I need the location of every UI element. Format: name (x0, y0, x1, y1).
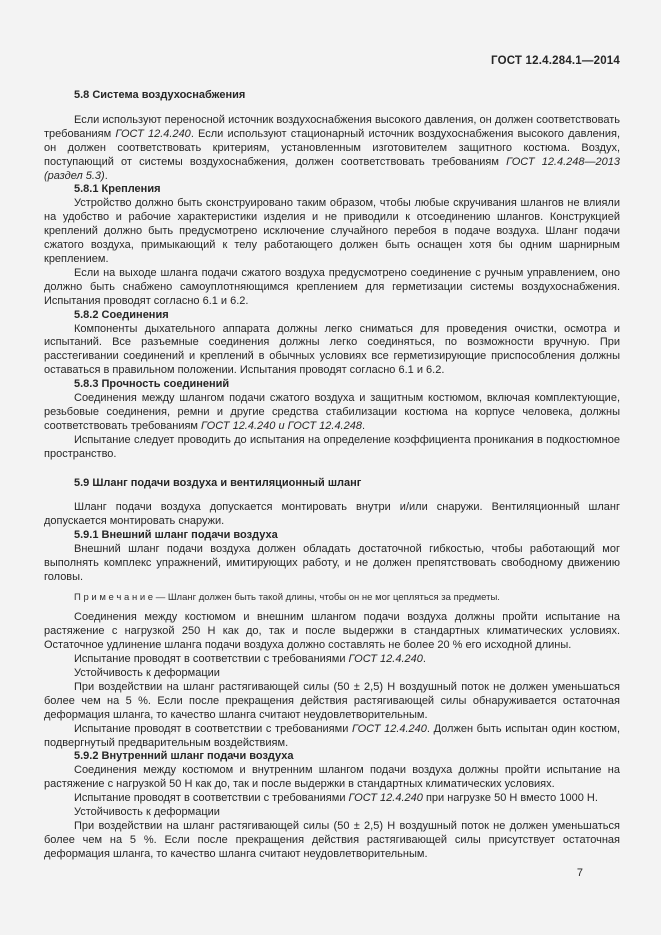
text-run: Устойчивость к деформации (74, 806, 220, 819)
referenced-standard: ГОСТ 12.4.240 (348, 792, 423, 805)
subsection-heading (44, 309, 620, 323)
paragraph (44, 501, 620, 529)
text-run: Устойчивость к деформации (74, 667, 220, 680)
text-run: . (104, 169, 108, 182)
paragraph (44, 681, 620, 723)
subsection-heading (44, 750, 620, 764)
referenced-standard: ГОСТ 12.4.248—2013 (раздел 5.3) (44, 155, 620, 182)
text-run: 5.8.1 Крепления (74, 183, 161, 196)
referenced-standard: ГОСТ 12.4.240 (351, 722, 427, 735)
document-header-standard-number: ГОСТ 12.4.284.1—2014 (491, 55, 620, 67)
text-run: Если используют переносной источник воздухоснабжения высокого давления, он должен соответствовать требованиям (44, 113, 620, 140)
section-heading (44, 477, 620, 491)
text-run: Внешний шланг подачи воздуха должен обладать достаточной гибкостью, чтобы работающий мог выполнять комплекс упражнений, имитирующих работу, и не должен препятствовать свободному движению головы. (44, 543, 620, 583)
text-run: 5.8 Система воздухоснабжения (74, 89, 246, 101)
text-run: Компоненты дыхательного аппарата должны легко сниматься для проведения очистки, осмотра и испытаний. Все разъемные соединения должны легко соединяться, по возможности вручную. При расстегивании соединений и креплений в обычных условиях все герметизирующие приспособления должны оставаться в правильном положении. Испытания проводят согласно 6.1 и 6.2. (44, 322, 620, 377)
text-run: При воздействии на шланг растягивающей силы (50 ± 2,5) Н воздушный поток не должен уменьшаться более чем на 5 %. Если после прекращения действия растягивающей силы присутствует остаточная деформация шланга, то качество шланга считают неудовлетворительным. (44, 820, 620, 860)
text-run: Устройство должно быть сконструировано таким образом, чтобы любые скручивания шлангов не влияли на удобство и рабочие характеристики изделия и не приводили к отсоединению шлангов. Конструкцией креплений должно быть предусмотрено исключение случайного перебоя в подаче воздуха. Шланг подачи сжатого воздуха, примыкающий к телу работающего должен быть оснащен хотя бы одним шарнирным креплением. (44, 197, 620, 265)
text-run: Если на выходе шланга подачи сжатого воздуха предусмотрено соединение с ручным управлением, оно должно быть снабжено самоуплотняющимся креплением для герметизации системы воздухоснабжения. Испытания проводят согласно 6.1 и 6.2. (44, 266, 620, 307)
text-run: Соединения между костюмом и внешним шлангом подачи воздуха должны пройти испытание на растяжение с нагрузкой 250 Н как до, так и после выдержки в стандартных климатических условиях. Остаточное удлинение шланга подачи воздуха должно составлять не более 20 % его исходной длины. (44, 611, 620, 652)
paragraph (44, 820, 620, 862)
section-heading (44, 89, 620, 103)
text-run: Испытание следует проводить до испытания на определение коэффициента проникания в подкостюмное пространство. (44, 433, 620, 460)
text-run: . (361, 419, 366, 432)
referenced-standard: ГОСТ 12.4.240 (115, 127, 191, 140)
text-run: Испытание проводят в соответствии с требованиями (74, 722, 352, 735)
note (44, 592, 620, 604)
text-run: . Если используют стационарный источник воздухоснабжения высокого давления, он должен соответствовать критериям, установленным изготовителем защитного костюма. Воздух, поступающий от системы воздухоснабжения, должен соответствовать требованиям (44, 127, 621, 168)
referenced-standard: ГОСТ 12.4.240 и ГОСТ 12.4.248 (201, 419, 362, 432)
paragraph (44, 611, 620, 653)
text-run: 5.8.2 Соединения (74, 308, 169, 321)
text-run: 5.9 Шланг подачи воздуха и вентиляционный шланг (74, 476, 362, 489)
paragraph (44, 792, 620, 806)
paragraph (44, 392, 620, 434)
subsection-heading (44, 183, 620, 197)
paragraph (44, 667, 620, 681)
text-run: Соединения между шлангом подачи сжатого воздуха и защитным костюмом, включая комплектующие, резьбовые соединения, ремни и другие средства стабилизации костюма на корпусе человека, должны соответствовать требованиям (44, 392, 620, 432)
text-run: . Должен быть испытан один костюм, подвергнутый предварительным воздействиям. (44, 722, 620, 749)
text-run: Соединения между костюмом и внутренним шлангом подачи воздуха должны пройти испытание на растяжение с нагрузкой 50 Н как до, так и после выдержки в стандартных климатических условиях. (44, 764, 620, 791)
paragraph (44, 197, 620, 267)
referenced-standard: ГОСТ 12.4.240 (348, 653, 423, 666)
text-run: 5.9.2 Внутренний шланг подачи воздуха (74, 750, 294, 763)
paragraph (44, 434, 620, 462)
paragraph (44, 543, 620, 585)
text-run: . (422, 653, 426, 666)
text-run: При воздействии на шланг растягивающей силы (50 ± 2,5) Н воздушный поток не должен уменьшаться более чем на 5 %. Если после прекращения действия растягивающей силы обнаруживается остаточная деформация шланга, то качество шланга считают неудовлетворительным. (44, 680, 620, 721)
subsection-heading (44, 529, 620, 543)
paragraph (44, 267, 620, 309)
text-run: Испытание проводят в соответствии с требованиями (74, 792, 349, 805)
paragraph (44, 764, 620, 792)
text-run: при нагрузке 50 Н вместо 1000 Н. (422, 792, 598, 805)
paragraph (44, 723, 620, 751)
page-number: 7 (576, 866, 583, 879)
subsection-heading (44, 378, 620, 392)
text-run: Испытание проводят в соответствии с требованиями (74, 653, 349, 666)
paragraph (44, 653, 620, 667)
text-run: 5.8.3 Прочность соединений (74, 378, 230, 391)
text-run: П р и м е ч а н и е — Шланг должен быть такой длины, чтобы он не мог цепляться за предметы. (74, 591, 500, 603)
document-body (44, 89, 620, 862)
paragraph (44, 806, 620, 820)
text-run: Шланг подачи воздуха допускается монтировать внутри и/или снаружи. Вентиляционный шланг допускается монтировать снаружи. (44, 501, 620, 528)
paragraph (44, 323, 620, 379)
paragraph (44, 114, 620, 184)
text-run: 5.9.1 Внешний шланг подачи воздуха (74, 529, 278, 542)
